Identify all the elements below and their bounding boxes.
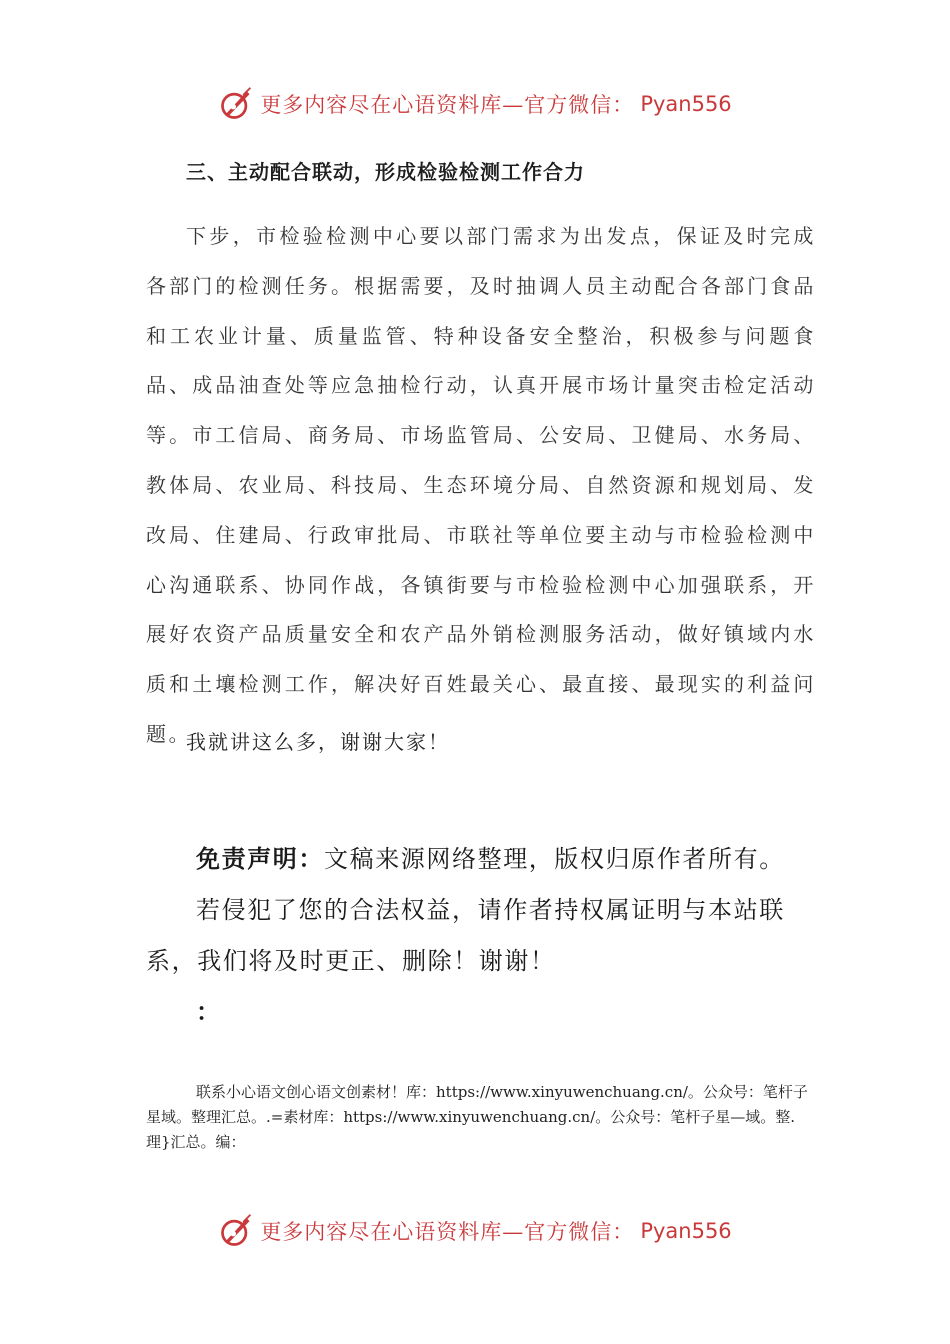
header-banner (0, 84, 950, 124)
footer-banner (0, 1211, 950, 1251)
disclaimer-text-2: 若侵犯了您的合法权益，请作者持权属证明与本站联系，我们将及时更正、删除！谢谢！ (146, 896, 785, 975)
banner-wechat-id: Pyan556 (640, 1219, 732, 1243)
quill-logo-icon (218, 1213, 254, 1249)
disclaimer-label: 免责声明： (196, 845, 324, 873)
banner-text: 更多内容尽在心语资料库—官方微信： (260, 1220, 635, 1244)
disclaimer-line-1 (146, 834, 816, 885)
footer-note: 联系小心语文创心语文创素材！库：https://www.xinyuwenchuang.cn/。公众号：笔杆子星域。整理汇总。.=素材库：https://www.xinyuwenchuang.cn/。公众号：笔杆子星—域。整.理}汇总。编： (146, 1083, 808, 1151)
closing-line: 我就讲这么多，谢谢大家！ (186, 730, 450, 754)
disclaimer-text-1: 文稿来源网络整理，版权归原作者所有。 (324, 845, 785, 873)
disclaimer-block (146, 834, 816, 1038)
section-heading: 三、主动配合联动，形成检验检测工作合力 (186, 160, 585, 184)
banner-wechat-id: Pyan556 (640, 92, 732, 116)
banner-text: 更多内容尽在心语资料库—官方微信： (260, 93, 635, 117)
body-paragraph: 下步，市检验检测中心要以部门需求为出发点，保证及时完成各部门的检测任务。根据需要，及时抽调人员主动配合各部门食品和工农业计量、质量监管、特种设备安全整治，积极参与问题食品、成品油查处等应急抽检行动，认真开展市场计量突击检定活动等。市工信局、商务局、市场监管局、公安局、卫健局、水务局、教体局、农业局、科技局、生态环境分局、自然资源和规划局、发改局、住建局、行政审批局、市联社等单位要主动与市检验检测中心沟通联系、协同作战，各镇街要与市检验检测中心加强联系，开展好农资产品质量安全和农产品外销检测服务活动，做好镇域内水质和土壤检测工作，解决好百姓最关心、最直接、最现实的利益问题。 (146, 224, 816, 746)
quill-logo-icon (218, 86, 254, 122)
disclaimer-trailing-colon: ： (196, 998, 222, 1026)
